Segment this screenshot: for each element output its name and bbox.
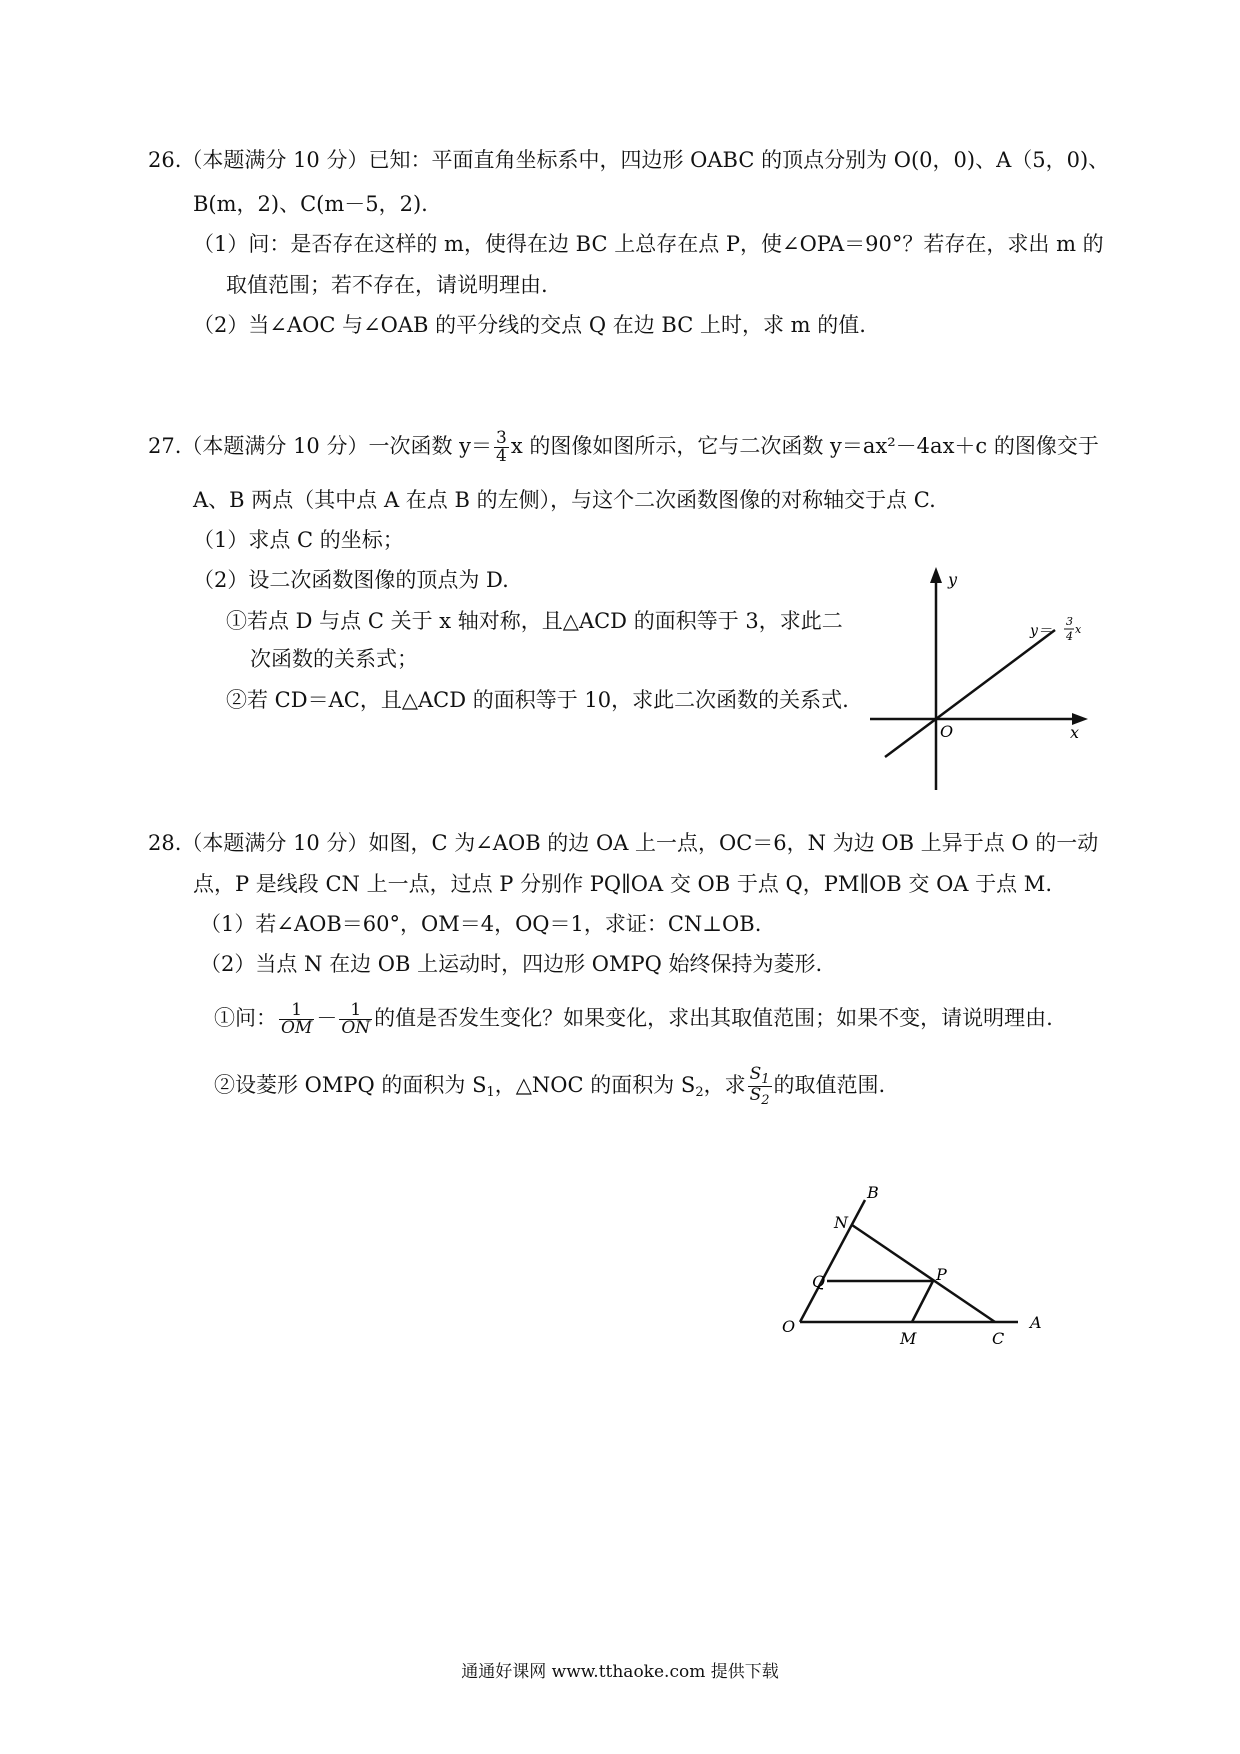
q27-line1-start: 27.（本题满分 10 分）一次函数 y＝ xyxy=(148,434,493,458)
q26-part1-cont: 取值范围；若不存在，请说明理由. xyxy=(226,273,548,297)
label-p: P xyxy=(936,1265,947,1284)
q28-sub2-d: 的取值范围. xyxy=(773,1073,886,1097)
q27-part1: （1）求点 C 的坐标； xyxy=(193,528,404,552)
page-footer: 通通好课网 www.tthaoke.com 提供下载 xyxy=(461,1662,779,1682)
q28-sub2-b: ，△NOC 的面积为 S xyxy=(494,1073,696,1097)
q28-part2-sub1 xyxy=(214,1002,1053,1037)
frac-den xyxy=(748,1086,772,1107)
frac-den-s: S xyxy=(749,1085,762,1105)
q28-sub2-c: ，求 xyxy=(703,1073,746,1097)
label-o: O xyxy=(782,1317,796,1336)
line-label-den: 4 xyxy=(1066,630,1073,643)
q28-sub2-a: ②设菱形 OMPQ 的面积为 S xyxy=(214,1073,487,1097)
line-label-end: x xyxy=(1075,623,1082,636)
subscript: 2 xyxy=(695,1085,704,1100)
q28-part2-sub2 xyxy=(214,1066,885,1107)
label-m: M xyxy=(900,1329,917,1348)
fraction-three-quarters xyxy=(494,430,509,465)
fraction-one-over-on xyxy=(339,1002,372,1037)
q28-line2: 点，P 是线段 CN 上一点，过点 P 分别作 PQ∥OA 交 OB 于点 Q，PM∥OB 交 OA 于点 M. xyxy=(193,872,1052,896)
q27-line1-end: x 的图像如图所示，它与二次函数 y＝ax²－4ax＋c 的图像交于 xyxy=(510,434,1099,458)
y-axis-arrow-icon xyxy=(930,567,942,583)
q27-line1 xyxy=(148,430,1099,465)
frac-num-sub: 1 xyxy=(761,1072,770,1087)
q28-sub1-suffix: 的值是否发生变化？如果变化，求出其取值范围；如果不变，请说明理由. xyxy=(374,1006,1053,1030)
frac-num: 3 xyxy=(496,428,507,448)
q28-rhombus-figure xyxy=(770,1160,1070,1350)
minus-sign: － xyxy=(316,1006,338,1030)
q27-line2: A、B 两点（其中点 A 在点 B 的左侧），与这个二次函数图像的对称轴交于点 C. xyxy=(193,488,936,512)
q27-part2: （2）设二次函数图像的顶点为 D. xyxy=(193,568,509,592)
frac-num xyxy=(748,1066,772,1086)
q28-part2: （2）当点 N 在边 OB 上运动时，四边形 OMPQ 始终保持为菱形. xyxy=(200,952,823,976)
q26-line2: B(m，2)、C(m－5，2). xyxy=(193,192,428,216)
q26-part1: （1）问：是否存在这样的 m，使得在边 BC 上总存在点 P，使∠OPA＝90°？若存在，求出 m 的 xyxy=(193,232,1104,256)
label-a: A xyxy=(1030,1313,1042,1332)
label-b: B xyxy=(867,1183,879,1202)
segment-pm xyxy=(912,1281,933,1322)
label-n: N xyxy=(834,1213,848,1232)
ray-ob xyxy=(800,1200,865,1322)
fraction-s1-over-s2 xyxy=(748,1066,772,1107)
q27-coordinate-figure xyxy=(860,565,1100,800)
line-label-num: 3 xyxy=(1066,615,1073,628)
frac-den: OM xyxy=(281,1018,313,1038)
frac-den-sub: 2 xyxy=(761,1093,770,1108)
x-axis-label: x xyxy=(1070,723,1080,742)
linear-function-line xyxy=(885,630,1055,757)
q28-line1: 28.（本题满分 10 分）如图，C 为∠AOB 的边 OA 上一点，OC＝6，N 为边 OB 上异于点 O 的一动 xyxy=(148,831,1099,855)
frac-num: 1 xyxy=(291,1000,303,1020)
frac-den: 4 xyxy=(496,446,507,466)
label-c: C xyxy=(992,1329,1005,1348)
y-axis-label: y xyxy=(948,570,958,589)
segment-cn xyxy=(852,1225,995,1322)
frac-den: ON xyxy=(341,1018,371,1038)
origin-label: O xyxy=(940,722,954,741)
fraction-one-over-om xyxy=(279,1002,314,1037)
frac-num: 1 xyxy=(350,1000,362,1020)
label-q: Q xyxy=(812,1272,826,1291)
q26-part2: （2）当∠AOC 与∠OAB 的平分线的交点 Q 在边 BC 上时，求 m 的值. xyxy=(193,313,866,337)
q27-part2-sub1-cont: 次函数的关系式； xyxy=(250,647,418,671)
q27-part2-sub2: ②若 CD＝AC，且△ACD 的面积等于 10，求此二次函数的关系式. xyxy=(226,688,849,712)
q28-part1: （1）若∠AOB＝60°，OM＝4，OQ＝1，求证：CN⊥OB. xyxy=(200,912,762,936)
q27-part2-sub1: ①若点 D 与点 C 关于 x 轴对称，且△ACD 的面积等于 3，求此二 xyxy=(226,609,843,633)
line-label-start: y＝ xyxy=(1030,623,1052,639)
frac-num-s: S xyxy=(749,1064,762,1084)
q26-line1: 26.（本题满分 10 分）已知：平面直角坐标系中，四边形 OABC 的顶点分别为 O(0，0)、A（5，0)、 xyxy=(148,148,1110,172)
q28-sub1-prefix: ①问： xyxy=(214,1006,277,1030)
subscript: 1 xyxy=(486,1085,495,1100)
